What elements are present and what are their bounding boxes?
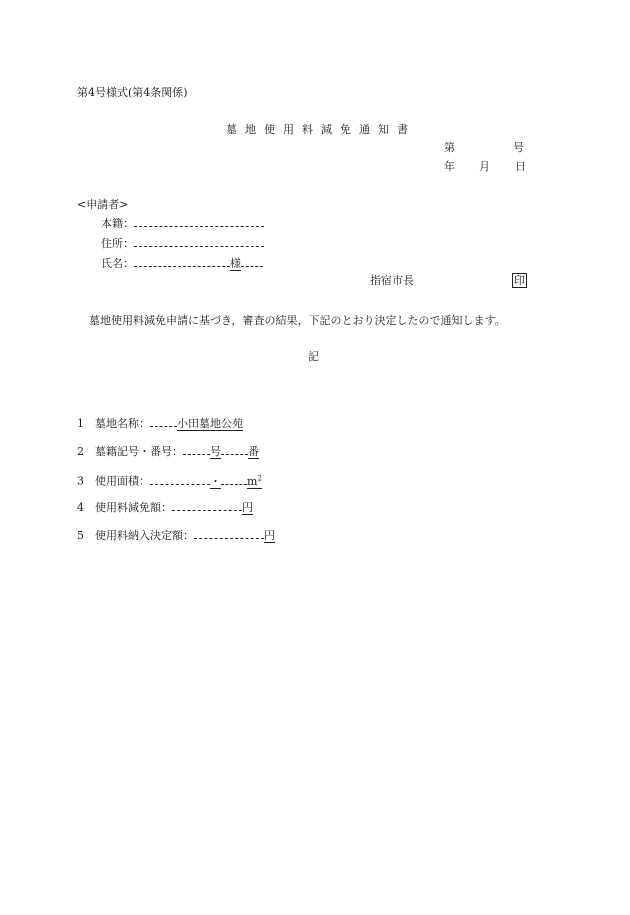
- yen-unit: 円: [264, 529, 275, 542]
- shimei-label: 氏名：: [101, 257, 134, 270]
- shimei-blank-tail: [241, 256, 263, 267]
- item-blank: [150, 416, 177, 427]
- item-5: [77, 528, 275, 542]
- jusho-blank: [134, 236, 264, 247]
- form-id: 第4号様式(第4条関係): [77, 86, 188, 99]
- item-blank: [183, 444, 210, 455]
- honorific: 様: [230, 257, 241, 270]
- shimei-row: [101, 256, 263, 270]
- ki-heading: 記: [308, 350, 319, 363]
- honseki-label: 本籍：: [101, 217, 134, 230]
- seal-mark: [512, 273, 527, 288]
- applicant-heading: <申請者>: [77, 198, 129, 211]
- item-label: 使用料減免額：: [95, 501, 172, 514]
- item-3: [77, 472, 262, 488]
- item-blank: [221, 444, 248, 455]
- body-text: 墓地使用料減免申請に基づき，審査の結果，下記のとおり決定したので通知します。: [89, 314, 506, 327]
- shimei-blank: [134, 256, 230, 267]
- item-blank: [150, 474, 210, 485]
- ban-mark: 番: [248, 445, 259, 458]
- jusho-row: [101, 236, 264, 250]
- item-number: 2: [77, 445, 84, 458]
- item-number: 3: [77, 474, 84, 488]
- item-label: 使用料納入決定額：: [95, 529, 194, 542]
- item-blank: [194, 528, 264, 539]
- item-number: 1: [77, 417, 84, 430]
- yen-unit: 円: [242, 501, 253, 514]
- issuer-title: 指宿市長: [370, 274, 414, 287]
- decimal-dot: ・: [210, 474, 221, 488]
- cemetery-name: 小田墓地公苑: [177, 417, 243, 430]
- date-year: 年: [444, 160, 455, 173]
- number-go: 号: [513, 141, 524, 154]
- item-4: [77, 500, 253, 514]
- item-number: 5: [77, 529, 84, 542]
- date-month: 月: [479, 160, 490, 173]
- document-title: 墓地使用料減免通知書: [226, 123, 416, 136]
- area-unit: $m^2$: [247, 474, 262, 488]
- jusho-label: 住所：: [101, 237, 134, 250]
- item-1: [77, 416, 243, 430]
- honseki-blank: [134, 216, 264, 227]
- item-2: [77, 444, 259, 458]
- go-mark: 号: [210, 445, 221, 458]
- seal-mark-text: 印: [514, 274, 525, 287]
- item-number: 4: [77, 501, 84, 514]
- honseki-row: [101, 216, 264, 230]
- item-blank: [221, 474, 247, 485]
- item-label: 墓籍記号・番号：: [95, 445, 183, 458]
- date-day: 日: [515, 160, 526, 173]
- item-label: 使用面積：: [95, 474, 150, 488]
- number-dai: 第: [444, 141, 455, 154]
- item-blank: [172, 500, 242, 511]
- item-label: 墓地名称：: [95, 417, 150, 430]
